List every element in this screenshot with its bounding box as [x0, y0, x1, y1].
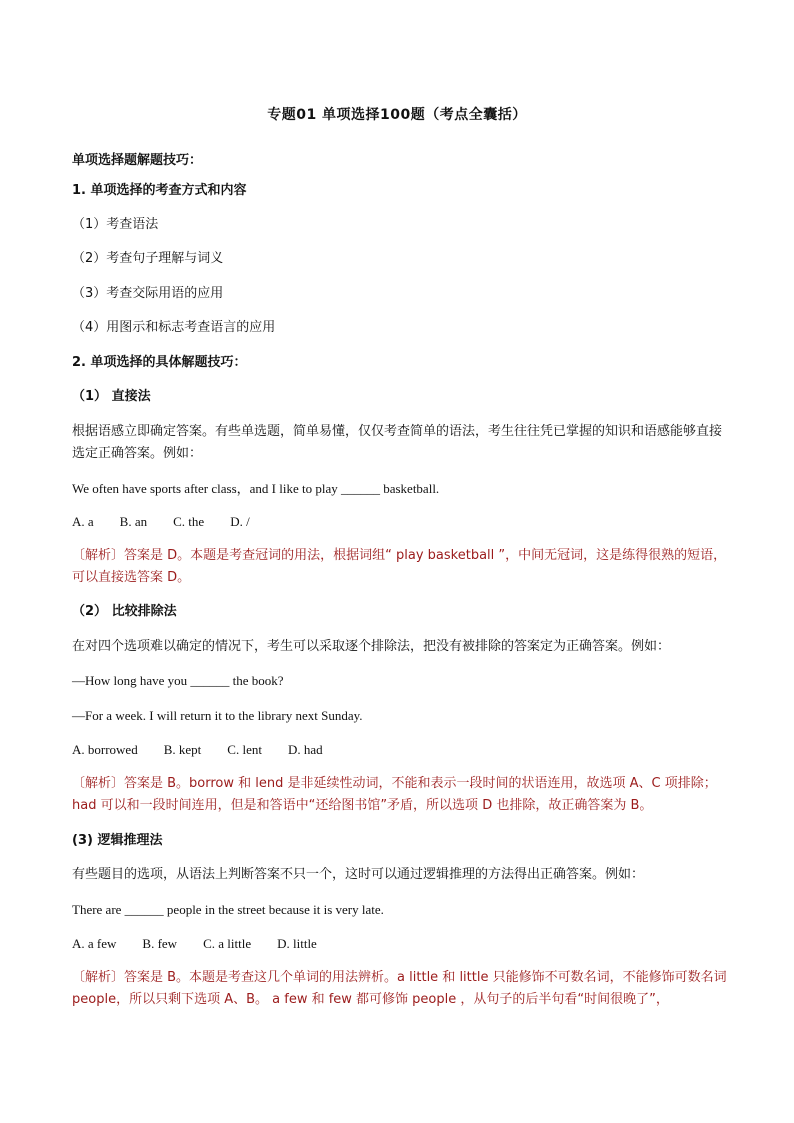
- method2-heading: （2） 比较排除法: [72, 604, 177, 619]
- option-d: D. had: [287, 742, 323, 757]
- option-a: A. borrowed: [72, 742, 138, 757]
- method1-options: [72, 511, 732, 533]
- part1-heading: 1. 单项选择的考查方式和内容: [72, 183, 247, 198]
- part2-heading: 2. 单项选择的具体解题技巧：: [72, 355, 247, 370]
- option-b: B. kept: [163, 742, 202, 757]
- page-title: 专题01 单项选择100题（考点全囊括）: [267, 107, 527, 123]
- method1-question: We often have sports after class，and I like to play ______ basketball.: [72, 481, 440, 496]
- option-d: D. little: [277, 936, 317, 951]
- method3-options: [72, 933, 732, 955]
- method3-analysis: 〔解析〕答案是 B。本题是考查这几个单词的用法辨析。a little 和 little 只能修饰不可数名词，不能修饰可数名词 people，所以只剩下选项 A、B。 a few 和 few 都可修饰 people ，从句子的后半句看“时间很晚了”，: [72, 970, 727, 1007]
- method3-description: 有些题目的选项，从语法上判断答案不只一个，这时可以通过逻辑推理的方法得出正确答案。例如：: [72, 867, 645, 882]
- section-heading: 单项选择题解题技巧：: [72, 153, 203, 168]
- method2-description: 在对四个选项难以确定的情况下，考生可以采取逐个排除法，把没有被排除的答案定为正确答案。例如：: [72, 639, 671, 654]
- option-a: A. a: [72, 514, 94, 529]
- option-c: C. a little: [203, 936, 252, 951]
- method1-heading: （1） 直接法: [72, 389, 151, 404]
- option-c: C. the: [173, 514, 205, 529]
- part1-item: （3）考查交际用语的应用: [72, 286, 224, 301]
- part1-item: （4）用图示和标志考查语言的应用: [72, 320, 276, 335]
- part1-item: （2）考查句子理解与词义: [72, 251, 224, 266]
- method3-question: There are ______ people in the street because it is very late.: [72, 902, 384, 917]
- option-b: B. few: [142, 936, 178, 951]
- method3-heading: (3) 逻辑推理法: [72, 833, 163, 848]
- method2-question-line1: —How long have you ______ the book?: [72, 673, 284, 688]
- method1-description: 根据语感立即确定答案。有些单选题，简单易懂，仅仅考查简单的语法，考生往往凭已掌握的知识和语感能够直接选定正确答案。例如：: [72, 424, 723, 461]
- option-b: B. an: [119, 514, 148, 529]
- method2-question-line2: —For a week. I will return it to the library next Sunday.: [72, 708, 363, 723]
- part1-item: （1）考查语法: [72, 217, 159, 232]
- option-a: A. a few: [72, 936, 117, 951]
- method1-analysis: 〔解析〕答案是 D。本题是考查冠词的用法，根据词组“ play basketball ”，中间无冠词，这是练得很熟的短语，可以直接选答案 D。: [72, 548, 727, 585]
- option-d: D. /: [230, 514, 250, 529]
- method2-options: [72, 739, 732, 761]
- option-c: C. lent: [227, 742, 262, 757]
- method2-analysis: 〔解析〕答案是 B。borrow 和 lend 是非延续性动词，不能和表示一段时间的状语连用，故选项 A、C 项排除； had 可以和一段时间连用，但是和答语中“还给图书馆”矛盾，所以选项 D 也排除，故正确答案为 B。: [72, 776, 717, 813]
